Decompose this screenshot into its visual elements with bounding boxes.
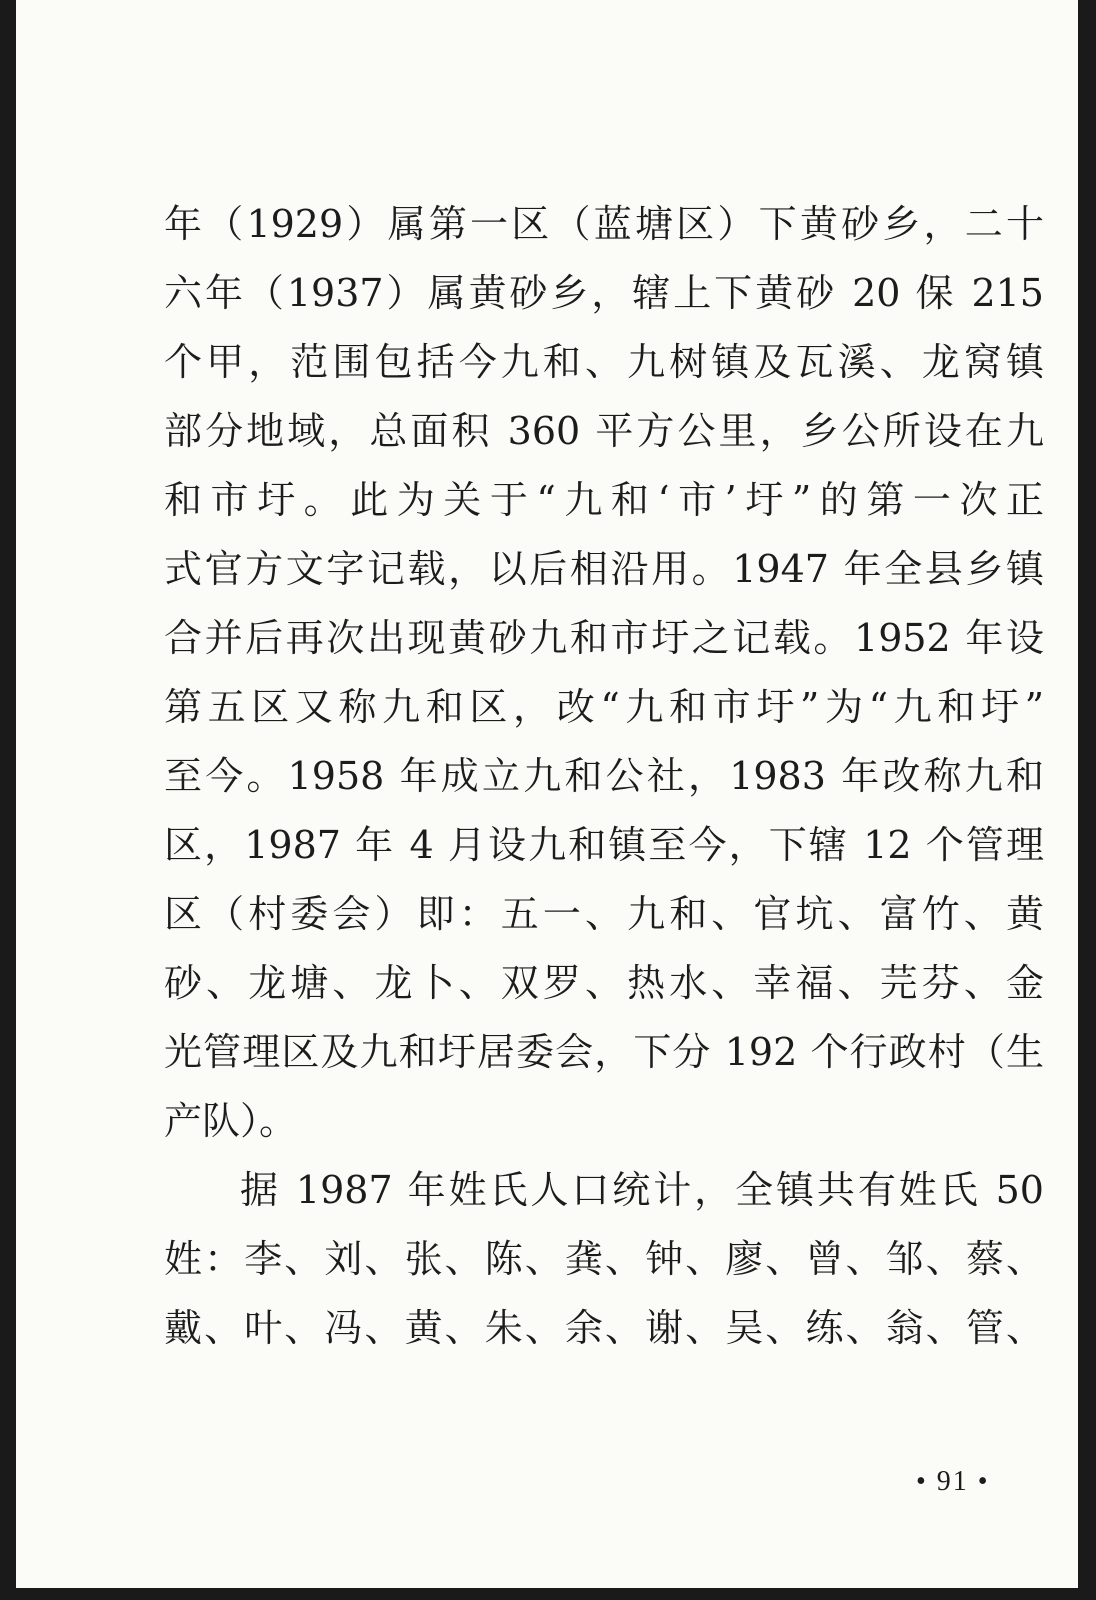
text-line: 姓：李、刘、张、陈、龚、钟、廖、曾、邹、蔡、 xyxy=(164,1237,1044,1281)
text-line: 区，1987 年 4 月设九和镇至今，下辖 12 个管理 xyxy=(164,823,1044,867)
text-line: 合并后再次出现黄砂九和市圩之记载。1952 年设 xyxy=(164,616,1044,660)
text-line: 产队）。 xyxy=(164,1099,298,1143)
text-line: 部分地域，总面积 360 平方公里，乡公所设在九 xyxy=(164,409,1044,453)
body-text xyxy=(164,190,1044,1363)
text-line: 六年（1937）属黄砂乡，辖上下黄砂 20 保 215 xyxy=(164,271,1044,315)
text-line: 戴、叶、冯、黄、朱、余、谢、吴、练、翁、管、 xyxy=(164,1306,1044,1350)
text-line: 式官方文字记载，以后相沿用。1947 年全县乡镇 xyxy=(164,547,1044,591)
text-line: 区（村委会）即：五一、九和、官坑、富竹、黄 xyxy=(164,892,1044,936)
page-number: • 91 • xyxy=(916,1466,990,1497)
paragraph-start-line: 据 1987 年姓氏人口统计，全镇共有姓氏 50 xyxy=(240,1168,1044,1212)
text-line: 第五区又称九和区，改“九和市圩”为“九和圩” xyxy=(164,685,1044,729)
text-line: 砂、龙塘、龙卜、双罗、热水、幸福、芫芬、金 xyxy=(164,961,1044,1005)
text-line: 光管理区及九和圩居委会，下分 192 个行政村（生 xyxy=(164,1030,1044,1074)
text-line: 和市圩。此为关于“九和‘市’圩”的第一次正 xyxy=(164,478,1044,522)
book-page xyxy=(16,0,1078,1588)
text-line: 年（1929）属第一区（蓝塘区）下黄砂乡，二十 xyxy=(164,202,1044,246)
text-line: 至今。1958 年成立九和公社，1983 年改称九和 xyxy=(164,754,1044,798)
text-line: 个甲，范围包括今九和、九树镇及瓦溪、龙窝镇 xyxy=(164,340,1044,384)
